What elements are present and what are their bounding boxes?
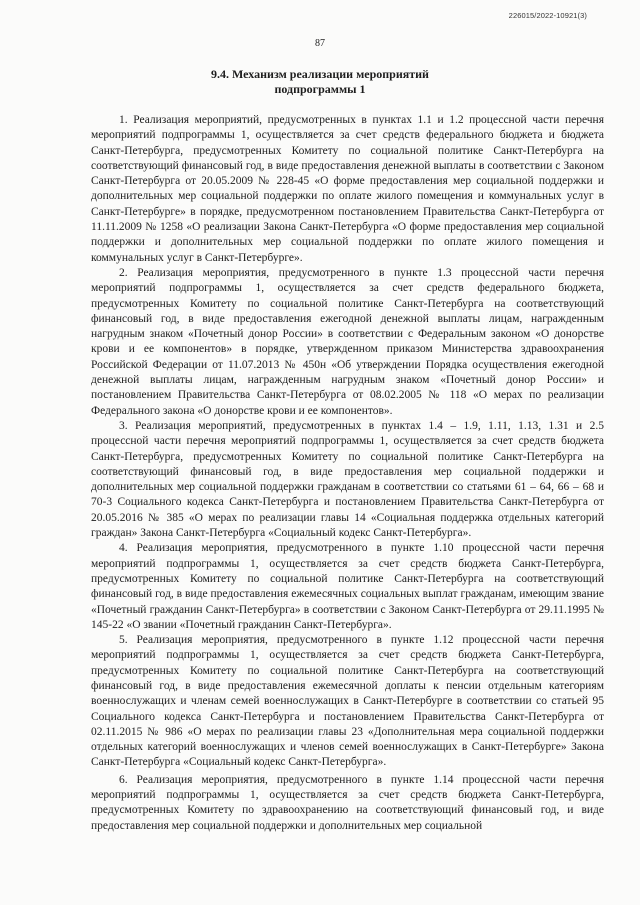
section-title-line-1: 9.4. Механизм реализации мероприятий [211, 67, 429, 81]
section-title [0, 67, 640, 97]
paragraph-5: 5. Реализация мероприятия, предусмотренного в пункте 1.12 процессной части перечня мероприятий подпрограммы 1, осуществляется за счет средств бюджета Санкт-Петербурга, предусмотренных Комитету по социальной политике Санкт-Петербурга на соответствующий финансовый год, в виде предоставления ежемесячной доплаты к пенсии отдельным категориям военнослужащих и членам семей военнослужащих в Санкт-Петербурге в соответствии со статьей 95 Социального кодекса Санкт-Петербурга и постановлением Правительства Санкт-Петербурга от 02.11.2015 № 986 «О мерах по реализации главы 23 «Дополнительная мера социальной поддержки отдельных категорий военнослужащих и членов семей военнослужащих в Санкт-Петербурге» Закона Санкт-Петербурга «Социальный кодекс Санкт-Петербурга». [91, 634, 604, 769]
paragraph-1: 1. Реализация мероприятий, предусмотренных в пунктах 1.1 и 1.2 процессной части перечня мероприятий подпрограммы 1, осуществляется за счет средств федерального бюджета и бюджета Санкт-Петербурга, предусмотренных Комитету по социальной политике Санкт-Петербурга на соответствующий финансовый год, в виде предоставления денежной выплаты в соответствии с Законом Санкт-Петербурга от 20.05.2009 № 228-45 «О форме предоставления мер социальной поддержки и дополнительных мер социальной поддержки по оплате жилого помещения и коммунальных услуг в Санкт-Петербурге» в порядке, предусмотренном постановлением Правительства Санкт-Петербурга от 11.11.2009 № 1258 «О реализации Закона Санкт-Петербурга «О форме предоставления мер социальной поддержки и дополнительных мер социальной поддержки по оплате жилого помещения и коммунальных услуг в Санкт-Петербурге». [91, 114, 604, 264]
paragraph-3: 3. Реализация мероприятий, предусмотренных в пунктах 1.4 – 1.9, 1.11, 1.13, 1.31 и 2.5 процессной части перечня мероприятий подпрограммы 1, осуществляется за счет средств бюджета Санкт-Петербурга, предусмотренных Комитету по социальной политике Санкт-Петербурга на соответствующий финансовый год, в виде предоставления мер социальной поддержки и дополнительных мер социальной поддержки гражданам в соответствии со статьями 61 – 64, 66 – 68 и 70-3 Социального кодекса Санкт-Петербурга и постановлением Правительства Санкт-Петербурга от 20.05.2016 № 385 «О мерах по реализации главы 14 «Социальная поддержка отдельных категорий граждан» Закона Санкт-Петербурга «Социальный кодекс Санкт-Петербурга». [91, 419, 604, 540]
document-body [91, 113, 604, 834]
paragraph-4: 4. Реализация мероприятия, предусмотренного в пункте 1.10 процессной части перечня мероприятий подпрограммы 1, осуществляется за счет средств бюджета Санкт-Петербурга, предусмотренных Комитету по социальной политике Санкт-Петербурга на соответствующий финансовый год, в виде предоставления ежемесячных социальных выплат гражданам, имеющим звание «Почетный гражданин Санкт-Петербурга» в соответствии с Законом Санкт-Петербурга от 29.11.1995 № 145-22 «О звании «Почетный гражданин Санкт-Петербурга». [91, 542, 604, 631]
paragraph-6: 6. Реализация мероприятия, предусмотренного в пункте 1.14 процессной части перечня мероприятий подпрограммы 1, осуществляется за счет средств бюджета Санкт-Петербурга, предусмотренных Комитету по здравоохранению на соответствующий финансовый год, и виде предоставления мер социальной поддержки и дополнительных мер социальной [91, 773, 604, 832]
document-id: 226015/2022-10921(3) [508, 11, 587, 20]
paragraph-2: 2. Реализация мероприятия, предусмотренного в пункте 1.3 процессной части перечня мероприятий подпрограммы 1, осуществляется за счет средств федерального бюджета, предусмотренных Комитету по социальной политике Санкт-Петербурга на соответствующий финансовый год, в виде предоставления ежегодной денежной выплаты лицам, награжденным нагрудным знаком «Почетный донор России» в соответствии с Федеральным законом «О донорстве крови и ее компонентов» в порядке, утвержденном приказом Министерства здравоохранения Российской Федерации от 11.07.2013 № 450н «Об утверждении Порядка осуществления ежегодной денежной выплаты лицам, награжденным нагрудным знаком «Почетный донор России» и постановлением Правительства Санкт-Петербурга от 08.02.2005 № 118 «О мерах по реализации Федерального закона «О донорстве крови и ее компонентов». [91, 266, 604, 417]
section-title-line-2: подпрограммы 1 [274, 82, 366, 96]
page-number: 87 [315, 38, 325, 49]
